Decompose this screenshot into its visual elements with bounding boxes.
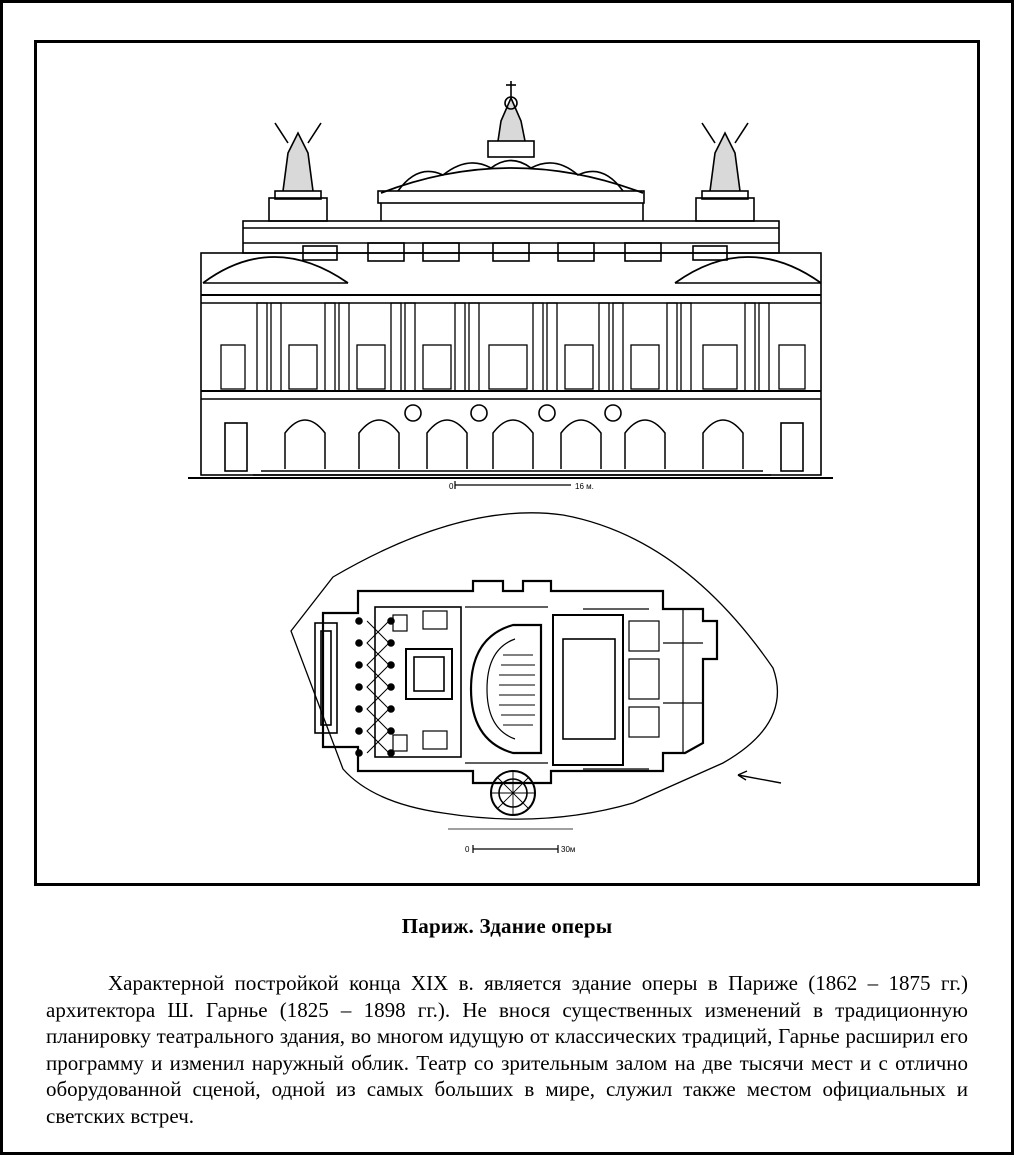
- figure-frame: [34, 40, 980, 886]
- elevation-scale-bar: [455, 481, 571, 489]
- north-arrow-icon: [738, 771, 781, 783]
- plan-scale-end: 30м: [561, 845, 576, 854]
- plan-scale-start: 0: [465, 845, 470, 854]
- floor-plan: [291, 513, 777, 819]
- opera-illustration: [37, 43, 977, 883]
- facade-elevation: [188, 81, 833, 478]
- figure-caption: Париж. Здание оперы: [401, 914, 613, 938]
- elevation-scale-start: 0: [449, 482, 454, 491]
- body-paragraph: Характерной постройкой конца XIX в. является здание оперы в Париже (1862 – 1875 гг.) архитектора Ш. Гарнье (1825 – 1898 гг.). Не внося существенных изменений в традиционную планировку театрального здания, во многом идущую от классических традиций, Гарнье расширил его программу и изменил наружный облик. Театр со зрительным залом на две тысячи мест и с отлично оборудованной сценой, одной из самых больших в мире, служил также местом официальных и светских встреч.: [46, 971, 968, 1128]
- elevation-scale-end: 16 м.: [575, 482, 594, 491]
